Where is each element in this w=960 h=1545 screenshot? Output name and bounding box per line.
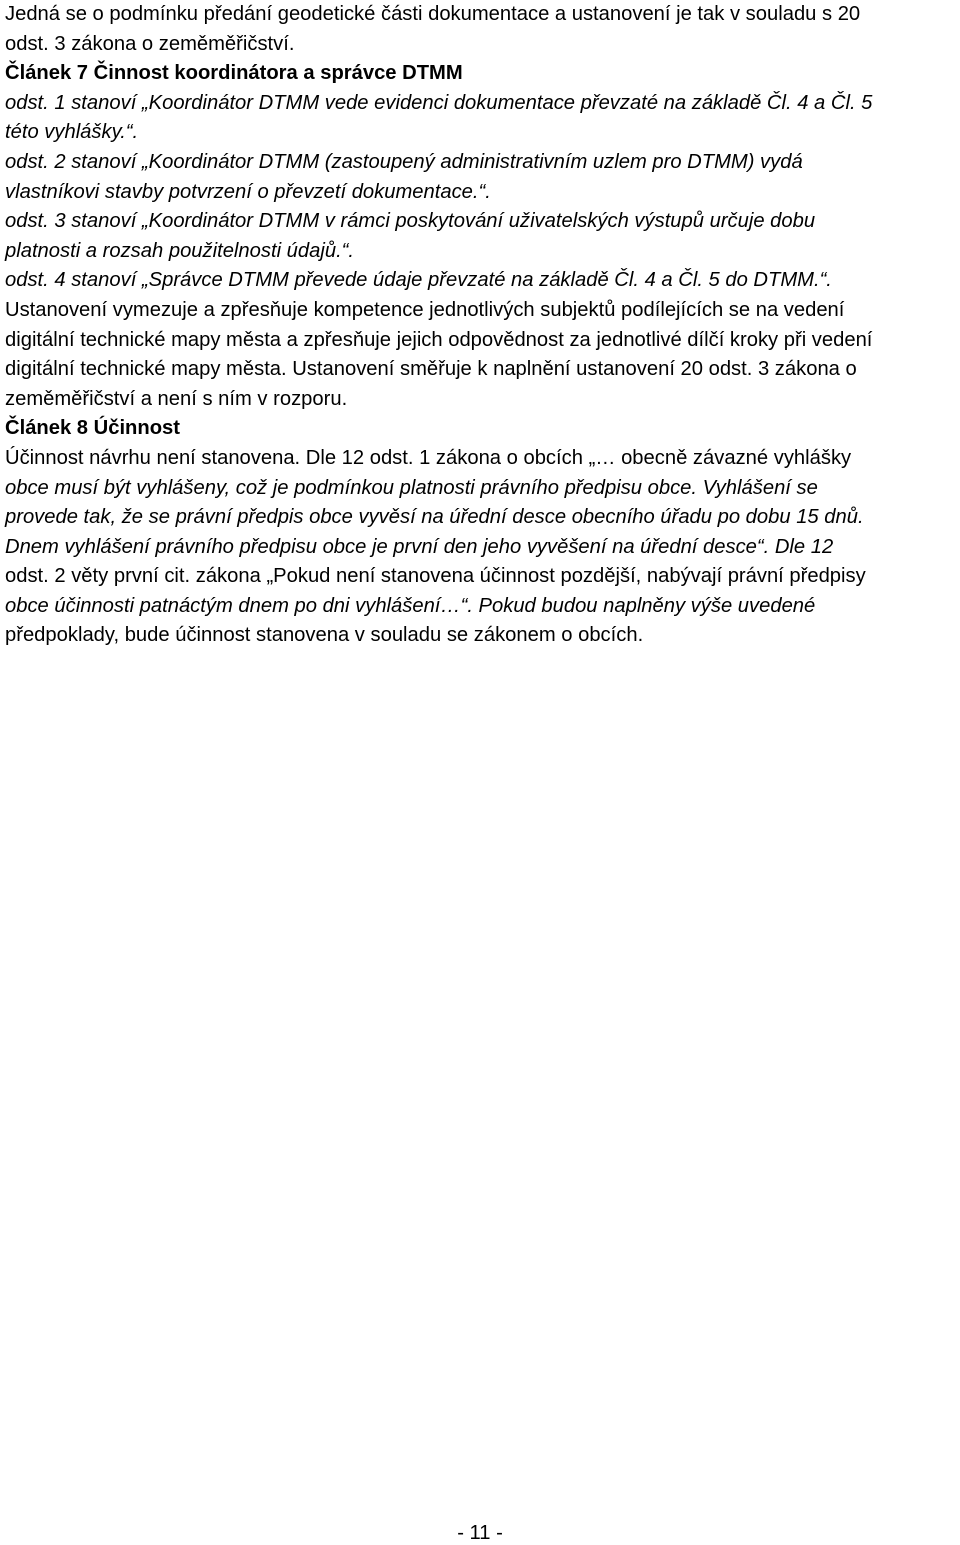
text-line: této vyhlášky.“.	[5, 121, 139, 144]
text-line: obce účinnosti patnáctým dnem po dni vyhlášení…“. Pokud budou naplněny výše uvedené	[5, 594, 816, 617]
text-line: předpoklady, bude účinnost stanovena v souladu se zákonem o obcích.	[5, 624, 644, 647]
text-line: odst. 2 stanoví „Koordinátor DTMM (zastoupený administrativním uzlem pro DTMM) vydá	[5, 150, 803, 173]
text-line: odst. 3 zákona o zeměměřičství.	[5, 32, 295, 55]
text-line: vlastníkovi stavby potvrzení o převzetí dokumentace.“.	[5, 180, 491, 203]
article-heading: Článek 7 Činnost koordinátora a správce DTMM	[5, 62, 463, 85]
text-line: platnosti a rozsah použitelnosti údajů.“.	[5, 239, 355, 262]
text-line: odst. 4 stanoví „Správce DTMM převede údaje převzaté na základě Čl. 4 a Čl. 5 do DTMM.“.	[5, 269, 832, 292]
text-line: odst. 2 věty první cit. zákona „Pokud není stanovena účinnost pozdější, nabývají právní předpisy	[5, 565, 866, 588]
document-page	[5, 0, 957, 1545]
article-heading: Článek 8 Účinnost	[5, 417, 181, 440]
text-line: Jedná se o podmínku předání geodetické části dokumentace a ustanovení je tak v souladu s 20	[5, 3, 861, 25]
page-number: - 11 -	[457, 1522, 503, 1544]
text-line: odst. 3 stanoví „Koordinátor DTMM v rámci poskytování uživatelských výstupů určuje dobu	[5, 210, 816, 233]
text-line: Dnem vyhlášení právního předpisu obce je první den jeho vyvěšení na úřední desce“. Dle 12	[5, 535, 834, 558]
text-line: provede tak, že se právní předpis obce vyvěsí na úřední desce obecního úřadu po dobu 15 dnů.	[5, 506, 864, 529]
text-line: zeměměřičství a není s ním v rozporu.	[5, 387, 348, 410]
text-line: odst. 1 stanoví „Koordinátor DTMM vede evidenci dokumentace převzaté na základě Čl. 4 a Čl. 5	[5, 91, 873, 114]
text-line: digitální technické mapy města. Ustanovení směřuje k naplnění ustanovení 20 odst. 3 zákona o	[5, 358, 857, 381]
text-line: Účinnost návrhu není stanovena. Dle 12 odst. 1 zákona o obcích „… obecně závazné vyhlášky	[5, 446, 852, 469]
text-line: obce musí být vyhlášeny, což je podmínkou platnosti právního předpisu obce. Vyhlášení se	[5, 476, 818, 499]
document-body	[5, 0, 957, 651]
text-line: Ustanovení vymezuje a zpřesňuje kompetence jednotlivých subjektů podílejících se na vedení	[5, 298, 845, 321]
text-line: digitální technické mapy města a zpřesňuje jejich odpovědnost za jednotlivé dílčí kroky při vedení	[5, 328, 873, 351]
